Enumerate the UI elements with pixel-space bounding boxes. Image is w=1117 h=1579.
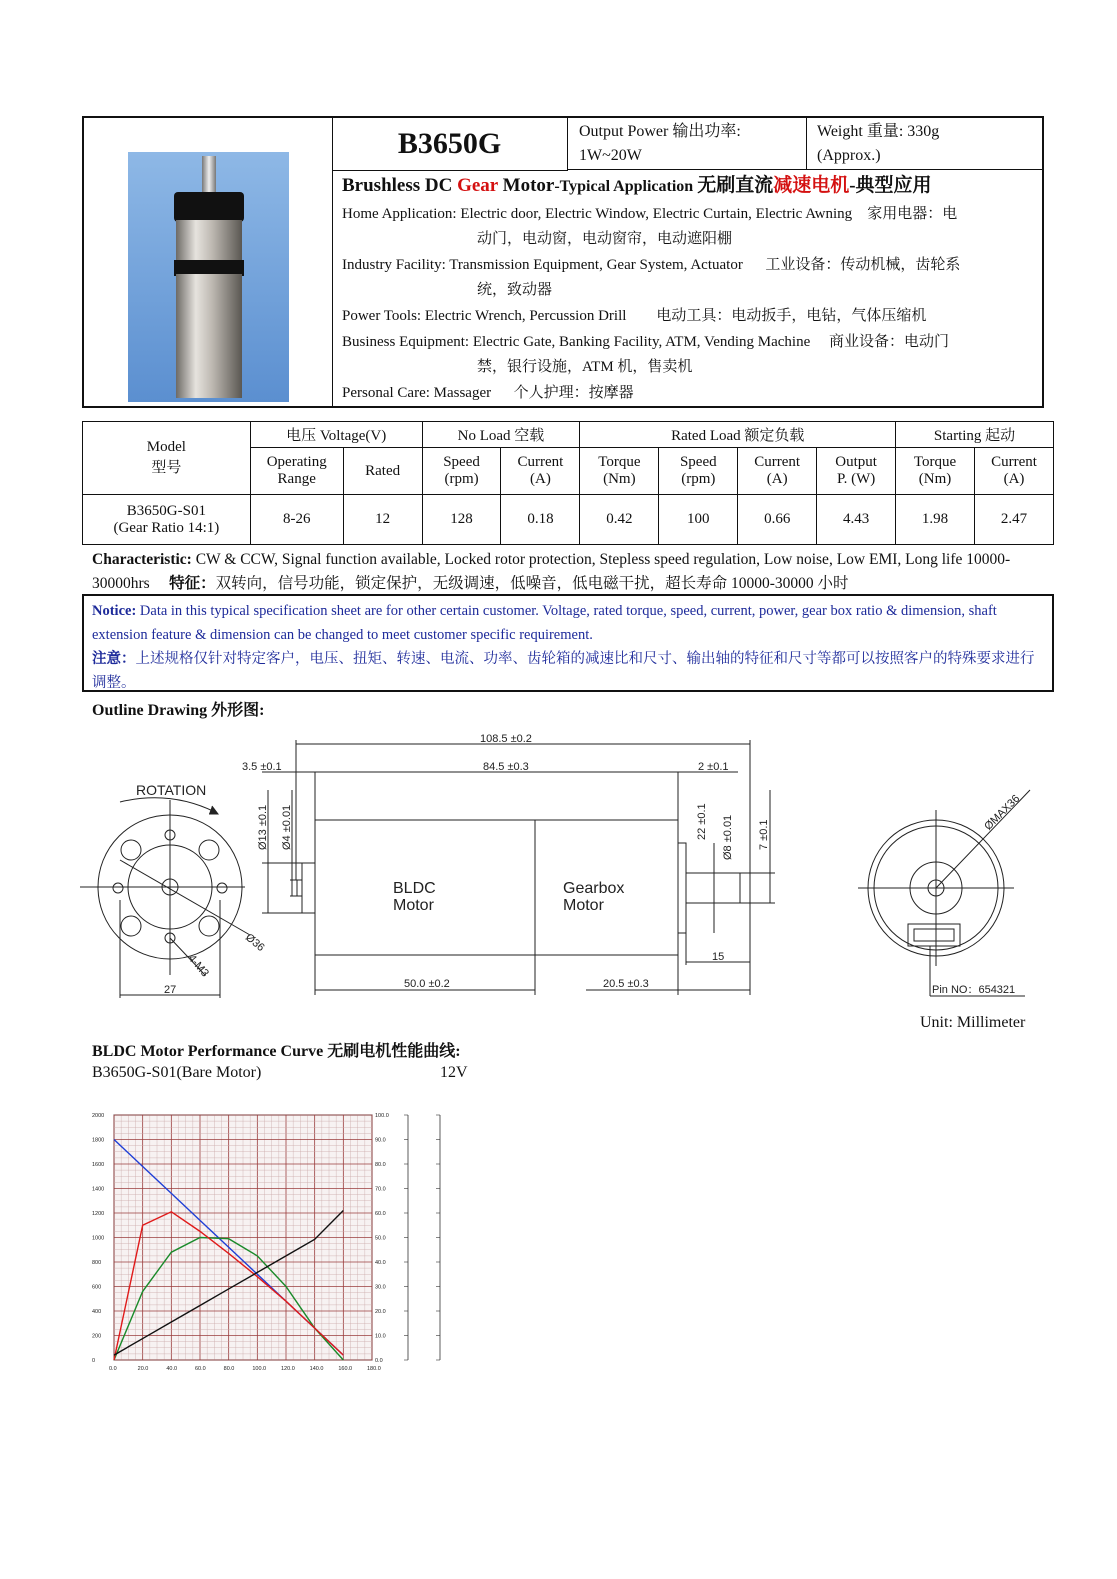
x-tick-label: 40.0: [166, 1366, 178, 1372]
y-tick-label: 1400: [92, 1186, 105, 1193]
voltage-header: 电压 Voltage(V): [250, 422, 422, 448]
performance-subtitle: B3650G-S01(Bare Motor): [92, 1064, 262, 1081]
x-tick-label: 100.0: [252, 1366, 267, 1372]
table-cell: 4.43: [817, 495, 896, 545]
y-tick-label: 0: [92, 1358, 96, 1364]
dim-d7: 7 ±0.1: [758, 819, 770, 850]
col-header: Current (A): [501, 448, 580, 495]
y-tick-label: 400: [92, 1309, 102, 1315]
y-right-tick-label: 80.0: [375, 1162, 386, 1168]
dim-motor-len: 50.0 ±0.2: [404, 978, 450, 990]
dim-d22: 22 ±0.1: [696, 803, 708, 840]
y-tick-label: 1800: [92, 1137, 105, 1144]
y-right-tick-label: 30.0: [375, 1284, 386, 1291]
table-cell: 8-26: [250, 495, 343, 545]
y-right-tick-label: 20.0: [375, 1309, 386, 1315]
y-tick-label: 600: [92, 1284, 102, 1291]
col-header: Torque (Nm): [580, 448, 659, 495]
table-cell: 0.18: [501, 495, 580, 545]
col-header: Torque (Nm): [896, 448, 975, 495]
table-cell: 1.98: [896, 495, 975, 545]
bldc-label: Motor: [393, 897, 434, 914]
x-tick-label: 140.0: [309, 1366, 324, 1372]
y-right-tick-label: 40.0: [375, 1260, 386, 1266]
gear-label: Gearbox: [563, 880, 625, 897]
application-row: Personal Care: Massager 个人护理：按摩器: [342, 385, 634, 401]
table-cell: 128: [422, 495, 501, 545]
dim-d4: Ø4 ±0.01: [281, 804, 293, 850]
model-header: Model 型号: [83, 422, 251, 495]
y-tick-label: 200: [92, 1333, 102, 1340]
col-header: Speed (rpm): [659, 448, 738, 495]
x-tick-label: 160.0: [338, 1366, 353, 1372]
y-right-tick-label: 50.0: [375, 1235, 386, 1242]
x-tick-label: 80.0: [223, 1366, 235, 1372]
outline-title: Outline Drawing 外形图:: [92, 702, 265, 719]
y-tick-label: 1600: [92, 1162, 105, 1168]
y-right-tick-label: 90.0: [375, 1137, 386, 1144]
gear-label: Motor: [563, 897, 604, 914]
col-header: Operating Range: [250, 448, 343, 495]
photo-cell: [84, 118, 333, 406]
table-cell: 0.66: [738, 495, 817, 545]
y-right-tick-label: 100.0: [375, 1113, 389, 1119]
table-cell: 100: [659, 495, 738, 545]
performance-voltage: 12V: [440, 1064, 468, 1081]
dim-body: 84.5 ±0.3: [483, 761, 529, 773]
x-tick-label: 0.0: [109, 1366, 117, 1372]
outline-drawing: [0, 720, 1117, 1020]
y-tick-label: 1000: [92, 1235, 105, 1242]
col-header: Output P. (W): [817, 448, 896, 495]
y-right-tick-label: 0.0: [375, 1358, 383, 1364]
dim-d13: Ø13 ±0.1: [257, 804, 269, 850]
output-power: [567, 118, 807, 170]
rotation-label: ROTATION: [136, 782, 207, 798]
application-row: Home Application: Electric door, Electric Window, Electric Curtain, Electric Awning 家用电器：电 动门，电动窗，电动窗帘，电动遮阳棚: [342, 206, 958, 247]
dim-w27: 27: [164, 984, 177, 996]
col-header: Speed (rpm): [422, 448, 501, 495]
table-cell: 12: [343, 495, 422, 545]
col-header: Current (A): [738, 448, 817, 495]
dim-right-ext: 2 ±0.1: [698, 761, 729, 773]
dim-d8: Ø8 ±0.01: [722, 814, 734, 860]
y-tick-label: 1200: [92, 1211, 105, 1217]
spec-table: [82, 421, 1054, 545]
table-cell: 0.42: [580, 495, 659, 545]
dim-left-ext: 3.5 ±0.1: [242, 761, 282, 773]
col-header: Current (A): [975, 448, 1054, 495]
application-row: Industry Facility: Transmission Equipment, Gear System, Actuator 工业设备：传动机械，齿轮系 统，致动器: [342, 257, 961, 298]
bldc-label: BLDC: [393, 880, 436, 897]
dim-max36: ØMAX36: [982, 792, 1023, 833]
table-row: [83, 495, 1054, 545]
table-cell: 2.47: [975, 495, 1054, 545]
weight-note: (Approx.): [817, 147, 881, 164]
x-tick-label: 120.0: [281, 1366, 295, 1372]
x-tick-label: 20.0: [137, 1366, 149, 1372]
weight: [807, 118, 1042, 170]
performance-title: BLDC Motor Performance Curve 无刷电机性能曲线:: [92, 1043, 461, 1060]
notice-box: Notice: Data in this typical specification sheet are for other certain customer. Voltage, rated torque, speed, current, power, gear box ratio & dimension, shaft extension feature & dimension can be changed to meet customer specific requirement. 注意：上述规格仅针对特定客户，电压、扭矩、转速、电流、功率、齿轮箱的减速比和尺寸、输出轴的特征和尺寸等都可以按照客户的特殊要求进行调整。: [82, 594, 1054, 692]
output-power-value: 1W~20W: [579, 147, 642, 164]
application-row: Power Tools: Electric Wrench, Percussion Drill 电动工具：电动扳手，电钻，气体压缩机: [342, 308, 927, 324]
x-tick-label: 60.0: [195, 1366, 206, 1372]
product-photo: [128, 152, 289, 402]
y-right-tick-label: 60.0: [375, 1211, 386, 1217]
dim-gear-len: 20.5 ±0.3: [603, 978, 649, 990]
characteristic: Characteristic: CW & CCW, Signal function available, Locked rotor protection, Stepless speed regulation, Low noise, Low EMI, Long life 10000-30000hrs 特征：双转向，信号功能，锁定保护，无级调速，低噪音，低电磁干扰，超长寿命 10000-30000 小时: [92, 551, 1011, 592]
y-tick-label: 800: [92, 1260, 102, 1266]
application-title: Brushless DC Gear Motor-Typical Application 无刷直流减速电机-典型应用: [342, 175, 932, 196]
unit-label: Unit: Millimeter: [920, 1014, 1026, 1031]
dim-total: 108.5 ±0.2: [480, 733, 532, 745]
starting-header: Starting 起动: [896, 422, 1054, 448]
y-right-tick-label: 70.0: [375, 1186, 386, 1193]
dim-shaft15: 15: [712, 951, 725, 963]
header-block: [82, 116, 1044, 408]
application-row: Business Equipment: Electric Gate, Banking Facility, ATM, Vending Machine 商业设备：电动门 禁，银行设施，ATM 机，售卖机: [342, 334, 950, 375]
performance-chart: [90, 1095, 470, 1380]
row-model: B3650G-S01 (Gear Ratio 14:1): [83, 495, 251, 545]
noload-header: No Load 空载: [422, 422, 580, 448]
dim-d36: Ø36: [242, 931, 267, 954]
y-tick-label: 2000: [92, 1113, 105, 1119]
col-header: Rated: [343, 448, 422, 495]
dim-m3: 4-M3: [185, 952, 211, 980]
model-title: B3650G: [332, 118, 568, 171]
x-tick-label: 180.0: [367, 1366, 381, 1372]
rated-header: Rated Load 额定负载: [580, 422, 896, 448]
y-right-tick-label: 10.0: [375, 1333, 386, 1340]
pin-label: Pin NO：654321: [932, 984, 1016, 996]
weight-label: Weight 重量: 330g: [817, 123, 940, 140]
application-section: [332, 170, 1042, 406]
output-power-label: Output Power 输出功率:: [579, 123, 741, 140]
